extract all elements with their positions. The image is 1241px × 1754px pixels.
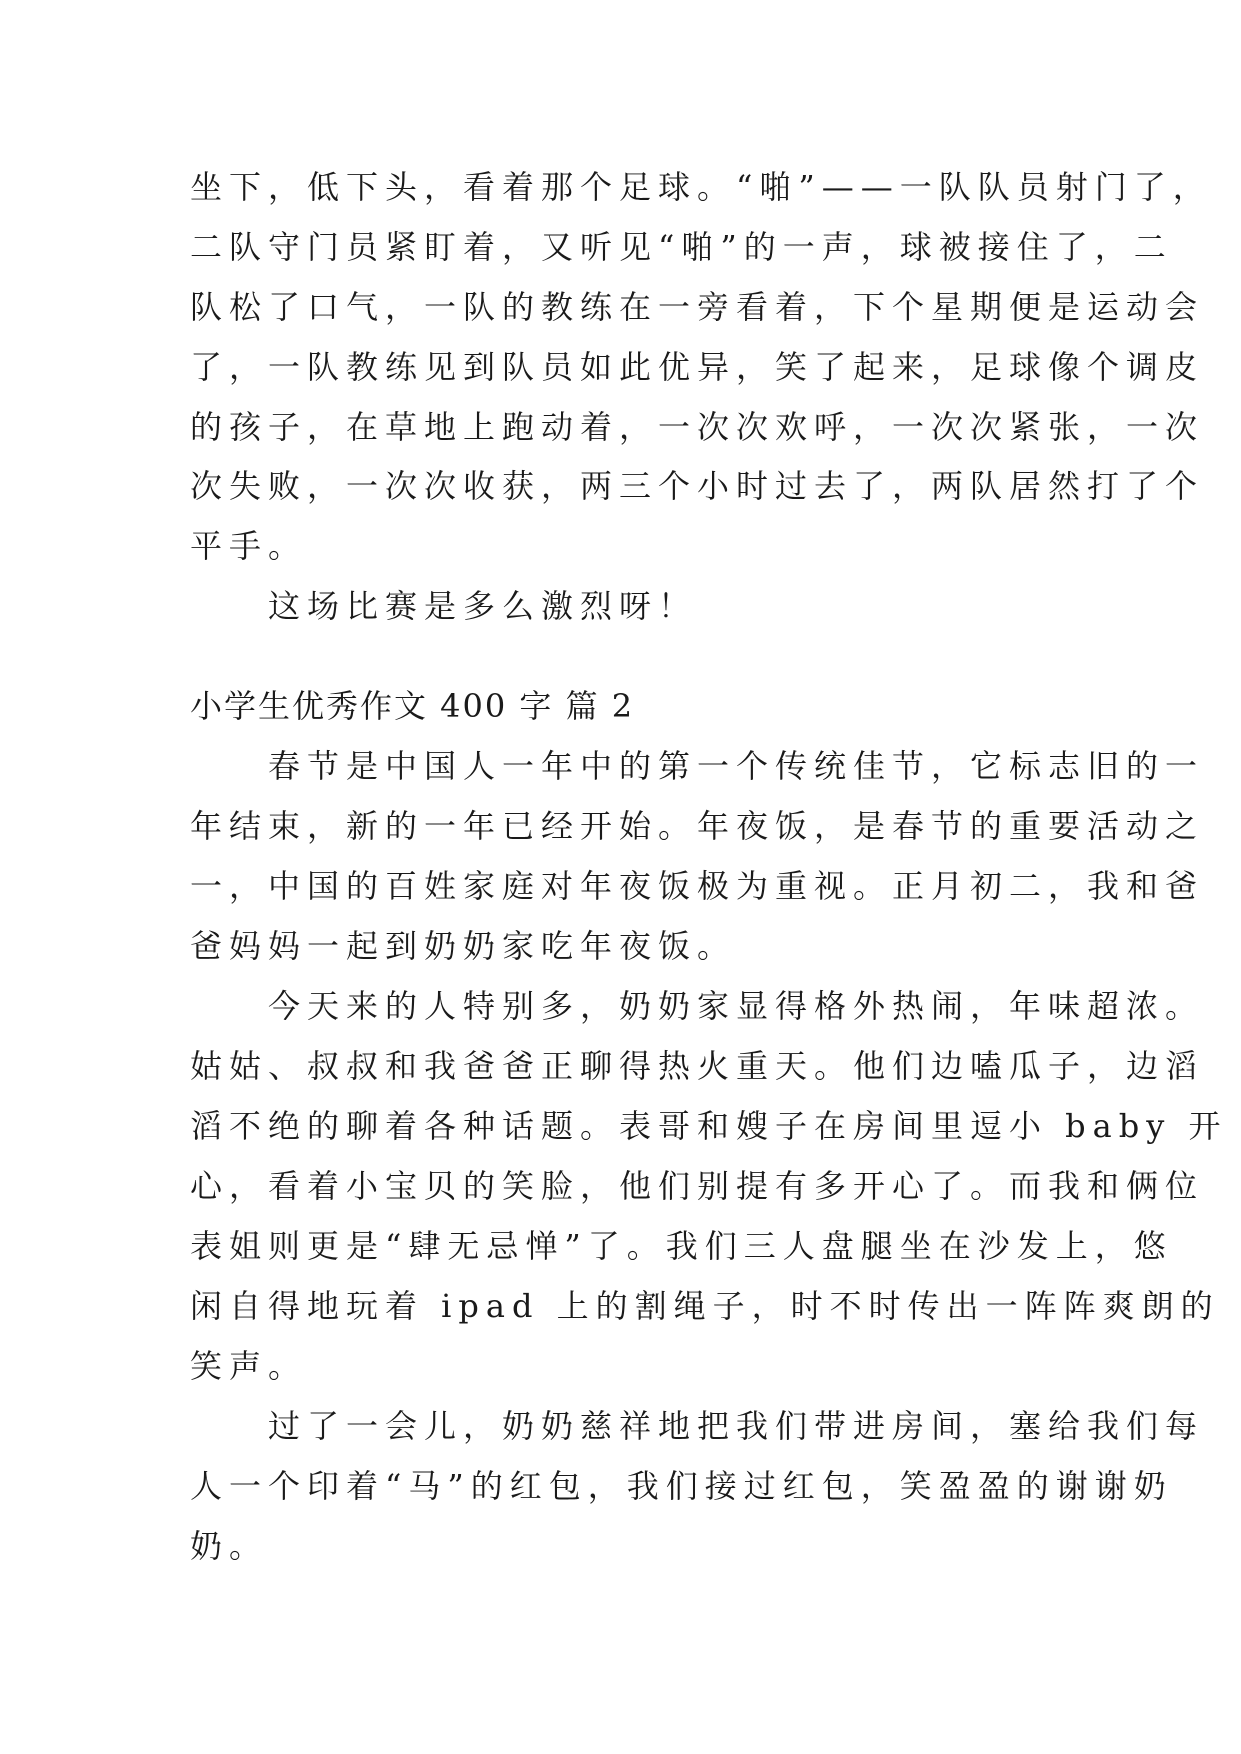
paragraph-line: 表姐则更是“肆无忌惮”了。我们三人盘腿坐在沙发上，悠 xyxy=(190,1227,1173,1265)
paragraph-line: 平手。 xyxy=(190,527,308,565)
paragraph-line: 奶。 xyxy=(190,1527,269,1565)
section-title: 小学生优秀作文 400 字 篇 2 xyxy=(190,687,635,725)
paragraph-line: 笑声。 xyxy=(190,1347,308,1385)
paragraph-line: 次失败，一次次收获，两三个小时过去了，两队居然打了个 xyxy=(190,467,1205,505)
paragraph-line: 这场比赛是多么激烈呀！ xyxy=(190,587,698,625)
paragraph-line: 春节是中国人一年中的第一个传统佳节，它标志旧的一 xyxy=(190,747,1205,785)
paragraph-line: 二队守门员紧盯着，又听见“啪”的一声，球被接住了，二 xyxy=(190,228,1173,266)
paragraph-line: 队松了口气，一队的教练在一旁看着，下个星期便是运动会 xyxy=(190,288,1205,326)
paragraph-line: 人一个印着“马”的红包，我们接过红包，笑盈盈的谢谢奶 xyxy=(190,1467,1173,1505)
paragraph-line: 了，一队教练见到队员如此优异，笑了起来，足球像个调皮 xyxy=(190,348,1205,386)
paragraph-line: 坐下，低下头，看着那个足球。“啪”——一队队员射门了， xyxy=(190,168,1212,206)
paragraph-line: 过了一会儿，奶奶慈祥地把我们带进房间，塞给我们每 xyxy=(190,1407,1205,1445)
paragraph-line: 的孩子，在草地上跑动着，一次次欢呼，一次次紧张，一次 xyxy=(190,408,1205,446)
paragraph-line: 今天来的人特别多，奶奶家显得格外热闹，年味超浓。 xyxy=(190,987,1205,1025)
paragraph-line: 心，看着小宝贝的笑脸，他们别提有多开心了。而我和俩位 xyxy=(190,1167,1205,1205)
paragraph-line: 年结束，新的一年已经开始。年夜饭，是春节的重要活动之 xyxy=(190,807,1205,845)
paragraph-line: 一，中国的百姓家庭对年夜饭极为重视。正月初二，我和爸 xyxy=(190,867,1205,905)
paragraph-line: 滔不绝的聊着各种话题。表哥和嫂子在房间里逗小 baby 开 xyxy=(190,1107,1228,1145)
paragraph-line: 闲自得地玩着 ipad 上的割绳子，时不时传出一阵阵爽朗的 xyxy=(190,1287,1220,1325)
paragraph-line: 爸妈妈一起到奶奶家吃年夜饭。 xyxy=(190,927,737,965)
paragraph-line: 姑姑、叔叔和我爸爸正聊得热火重天。他们边嗑瓜子，边滔 xyxy=(190,1047,1205,1085)
